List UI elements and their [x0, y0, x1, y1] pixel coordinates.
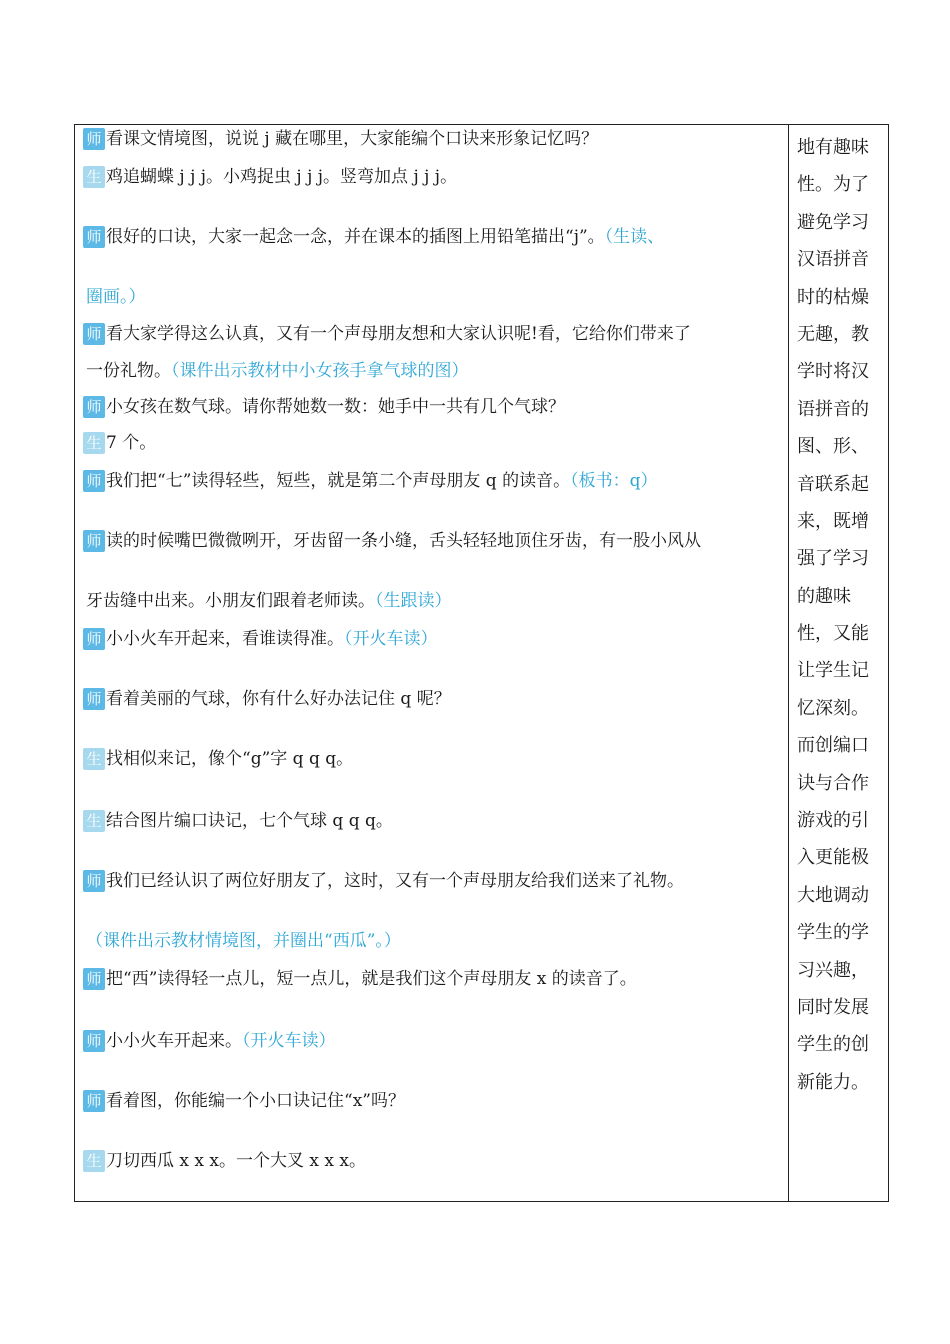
note-line: 性。为了: [797, 174, 869, 196]
note-line: 大地调动: [797, 884, 869, 906]
note-line: 图、形、: [797, 436, 869, 458]
note-line: 强了学习: [797, 548, 869, 570]
note-line: 音联系起: [797, 473, 869, 495]
dialogue-text: 看着图，你能编一个小口诀记住“x”吗？: [106, 1091, 405, 1111]
dialogue-text: 很好的口诀，大家一起念一念，并在课本的插图上用铅笔描出“j”。: [106, 227, 605, 247]
teacher-badge: 师: [83, 628, 105, 650]
note-line: 同时发展: [797, 996, 869, 1018]
dialogue-text: 牙齿缝中出来。小朋友们跟着老师读。: [86, 591, 375, 611]
dialogue-line: [83, 1089, 405, 1113]
note-line: 学生的创: [797, 1034, 869, 1056]
note-line: 时的枯燥: [797, 286, 869, 308]
column-divider: [788, 125, 789, 1201]
note-line: 语拼音的: [797, 398, 869, 420]
dialogue-line: [83, 747, 353, 771]
note-line: 性，又能: [797, 623, 869, 645]
dialogue-line: [83, 1029, 336, 1053]
dialogue-text: 一份礼物。: [86, 361, 171, 381]
stage-direction: （课件出示教材情境图，并圈出“西瓜”。）: [86, 931, 401, 951]
dialogue-text: 看大家学得这么认真，又有一个声母朋友想和大家认识呢!看，它给你们带来了: [106, 324, 691, 344]
student-badge: 生: [83, 810, 105, 832]
dialogue-text: 结合图片编口诀记，七个气球 q q q。: [106, 811, 393, 831]
note-line: 学生的学: [797, 922, 869, 944]
stage-direction: （开火车读）: [242, 1031, 336, 1051]
teacher-badge: 师: [83, 1090, 105, 1112]
dialogue-line: [83, 431, 156, 455]
dialogue-line: [83, 127, 598, 151]
dialogue-line: [83, 225, 664, 249]
student-badge: 生: [83, 748, 105, 770]
note-line: 的趣味: [797, 585, 851, 607]
stage-direction: （开火车读）: [344, 629, 438, 649]
note-line: 诀与合作: [797, 772, 869, 794]
stage-direction: （生读、: [604, 227, 665, 247]
teacher-badge: 师: [83, 1030, 105, 1052]
dialogue-line: [83, 869, 684, 893]
student-badge: 生: [83, 1150, 105, 1172]
dialogue-line: [83, 627, 438, 651]
teacher-badge: 师: [83, 323, 105, 345]
dialogue-line: [83, 165, 457, 189]
note-line: 新能力。: [797, 1071, 869, 1093]
teacher-badge: 师: [83, 870, 105, 892]
dialogue-line: [83, 322, 691, 346]
note-line: 来，既增: [797, 510, 869, 532]
teacher-badge: 师: [83, 530, 105, 552]
dialogue-text: 看着美丽的气球，你有什么好办法记住 q 呢？: [106, 689, 451, 709]
dialogue-text: 看课文情境图，说说 j 藏在哪里，大家能编个口诀来形象记忆吗？: [106, 129, 599, 149]
dialogue-line: [83, 1149, 366, 1173]
dialogue-line: [86, 589, 452, 613]
stage-direction: 圈画。）: [86, 287, 146, 307]
dialogue-text: 读的时候嘴巴微微咧开，牙齿留一条小缝，舌头轻轻地顶住牙齿，有一股小风从: [106, 531, 701, 551]
dialogue-line: [86, 285, 146, 309]
stage-direction: （板书：q）: [570, 471, 658, 491]
lesson-table: [74, 124, 889, 1202]
dialogue-text: 鸡追蝴蝶 j j j。小鸡捉虫 j j j。竖弯加点 j j j。: [106, 167, 458, 187]
note-line: 避免学习: [797, 211, 869, 233]
stage-direction: （生跟读）: [375, 591, 452, 611]
note-line: 汉语拼音: [797, 249, 869, 271]
teacher-badge: 师: [83, 396, 105, 418]
dialogue-line: [86, 929, 401, 953]
dialogue-text: 找相似来记，像个“g”字 q q q。: [106, 749, 354, 769]
teaching-note: [797, 129, 881, 1101]
student-badge: 生: [83, 166, 105, 188]
lesson-dialogue: [75, 125, 788, 1201]
note-line: 习兴趣，: [797, 959, 869, 981]
note-line: 地有趣味: [797, 137, 869, 158]
teacher-badge: 师: [83, 128, 105, 150]
note-line: 而创编口: [797, 735, 869, 757]
teacher-badge: 师: [83, 968, 105, 990]
dialogue-line: [83, 529, 701, 553]
teacher-badge: 师: [83, 470, 105, 492]
dialogue-text: 小小火车开起来，看谁读得准。: [106, 629, 344, 649]
note-line: 无趣，教: [797, 323, 869, 345]
dialogue-line: [86, 359, 469, 383]
dialogue-text: 小小火车开起来。: [106, 1031, 242, 1051]
dialogue-text: 刀切西瓜 x x x。一个大叉 x x x。: [106, 1151, 366, 1171]
dialogue-text: 7 个。: [106, 433, 157, 453]
dialogue-line: [83, 809, 393, 833]
dialogue-line: [83, 967, 637, 991]
note-line: 学时将汉: [797, 361, 869, 383]
dialogue-text: 把“西”读得轻一点儿，短一点儿，就是我们这个声母朋友 x 的读音了。: [106, 969, 637, 989]
stage-direction: （课件出示教材中小女孩手拿气球的图）: [171, 361, 469, 381]
dialogue-text: 我们已经认识了两位好朋友了，这时，又有一个声母朋友给我们送来了礼物。: [106, 871, 684, 891]
dialogue-text: 我们把“七”读得轻些，短些，就是第二个声母朋友 q 的读音。: [106, 471, 571, 491]
note-line: 让学生记: [797, 660, 869, 682]
teacher-badge: 师: [83, 688, 105, 710]
dialogue-line: [83, 469, 657, 493]
note-line: 入更能极: [797, 847, 869, 869]
teacher-badge: 师: [83, 226, 105, 248]
dialogue-line: [83, 395, 565, 419]
note-line: 游戏的引: [797, 810, 869, 832]
dialogue-line: [83, 687, 451, 711]
dialogue-text: 小女孩在数气球。请你帮她数一数：她手中一共有几个气球？: [106, 397, 565, 417]
student-badge: 生: [83, 432, 105, 454]
note-line: 忆深刻。: [797, 697, 869, 719]
